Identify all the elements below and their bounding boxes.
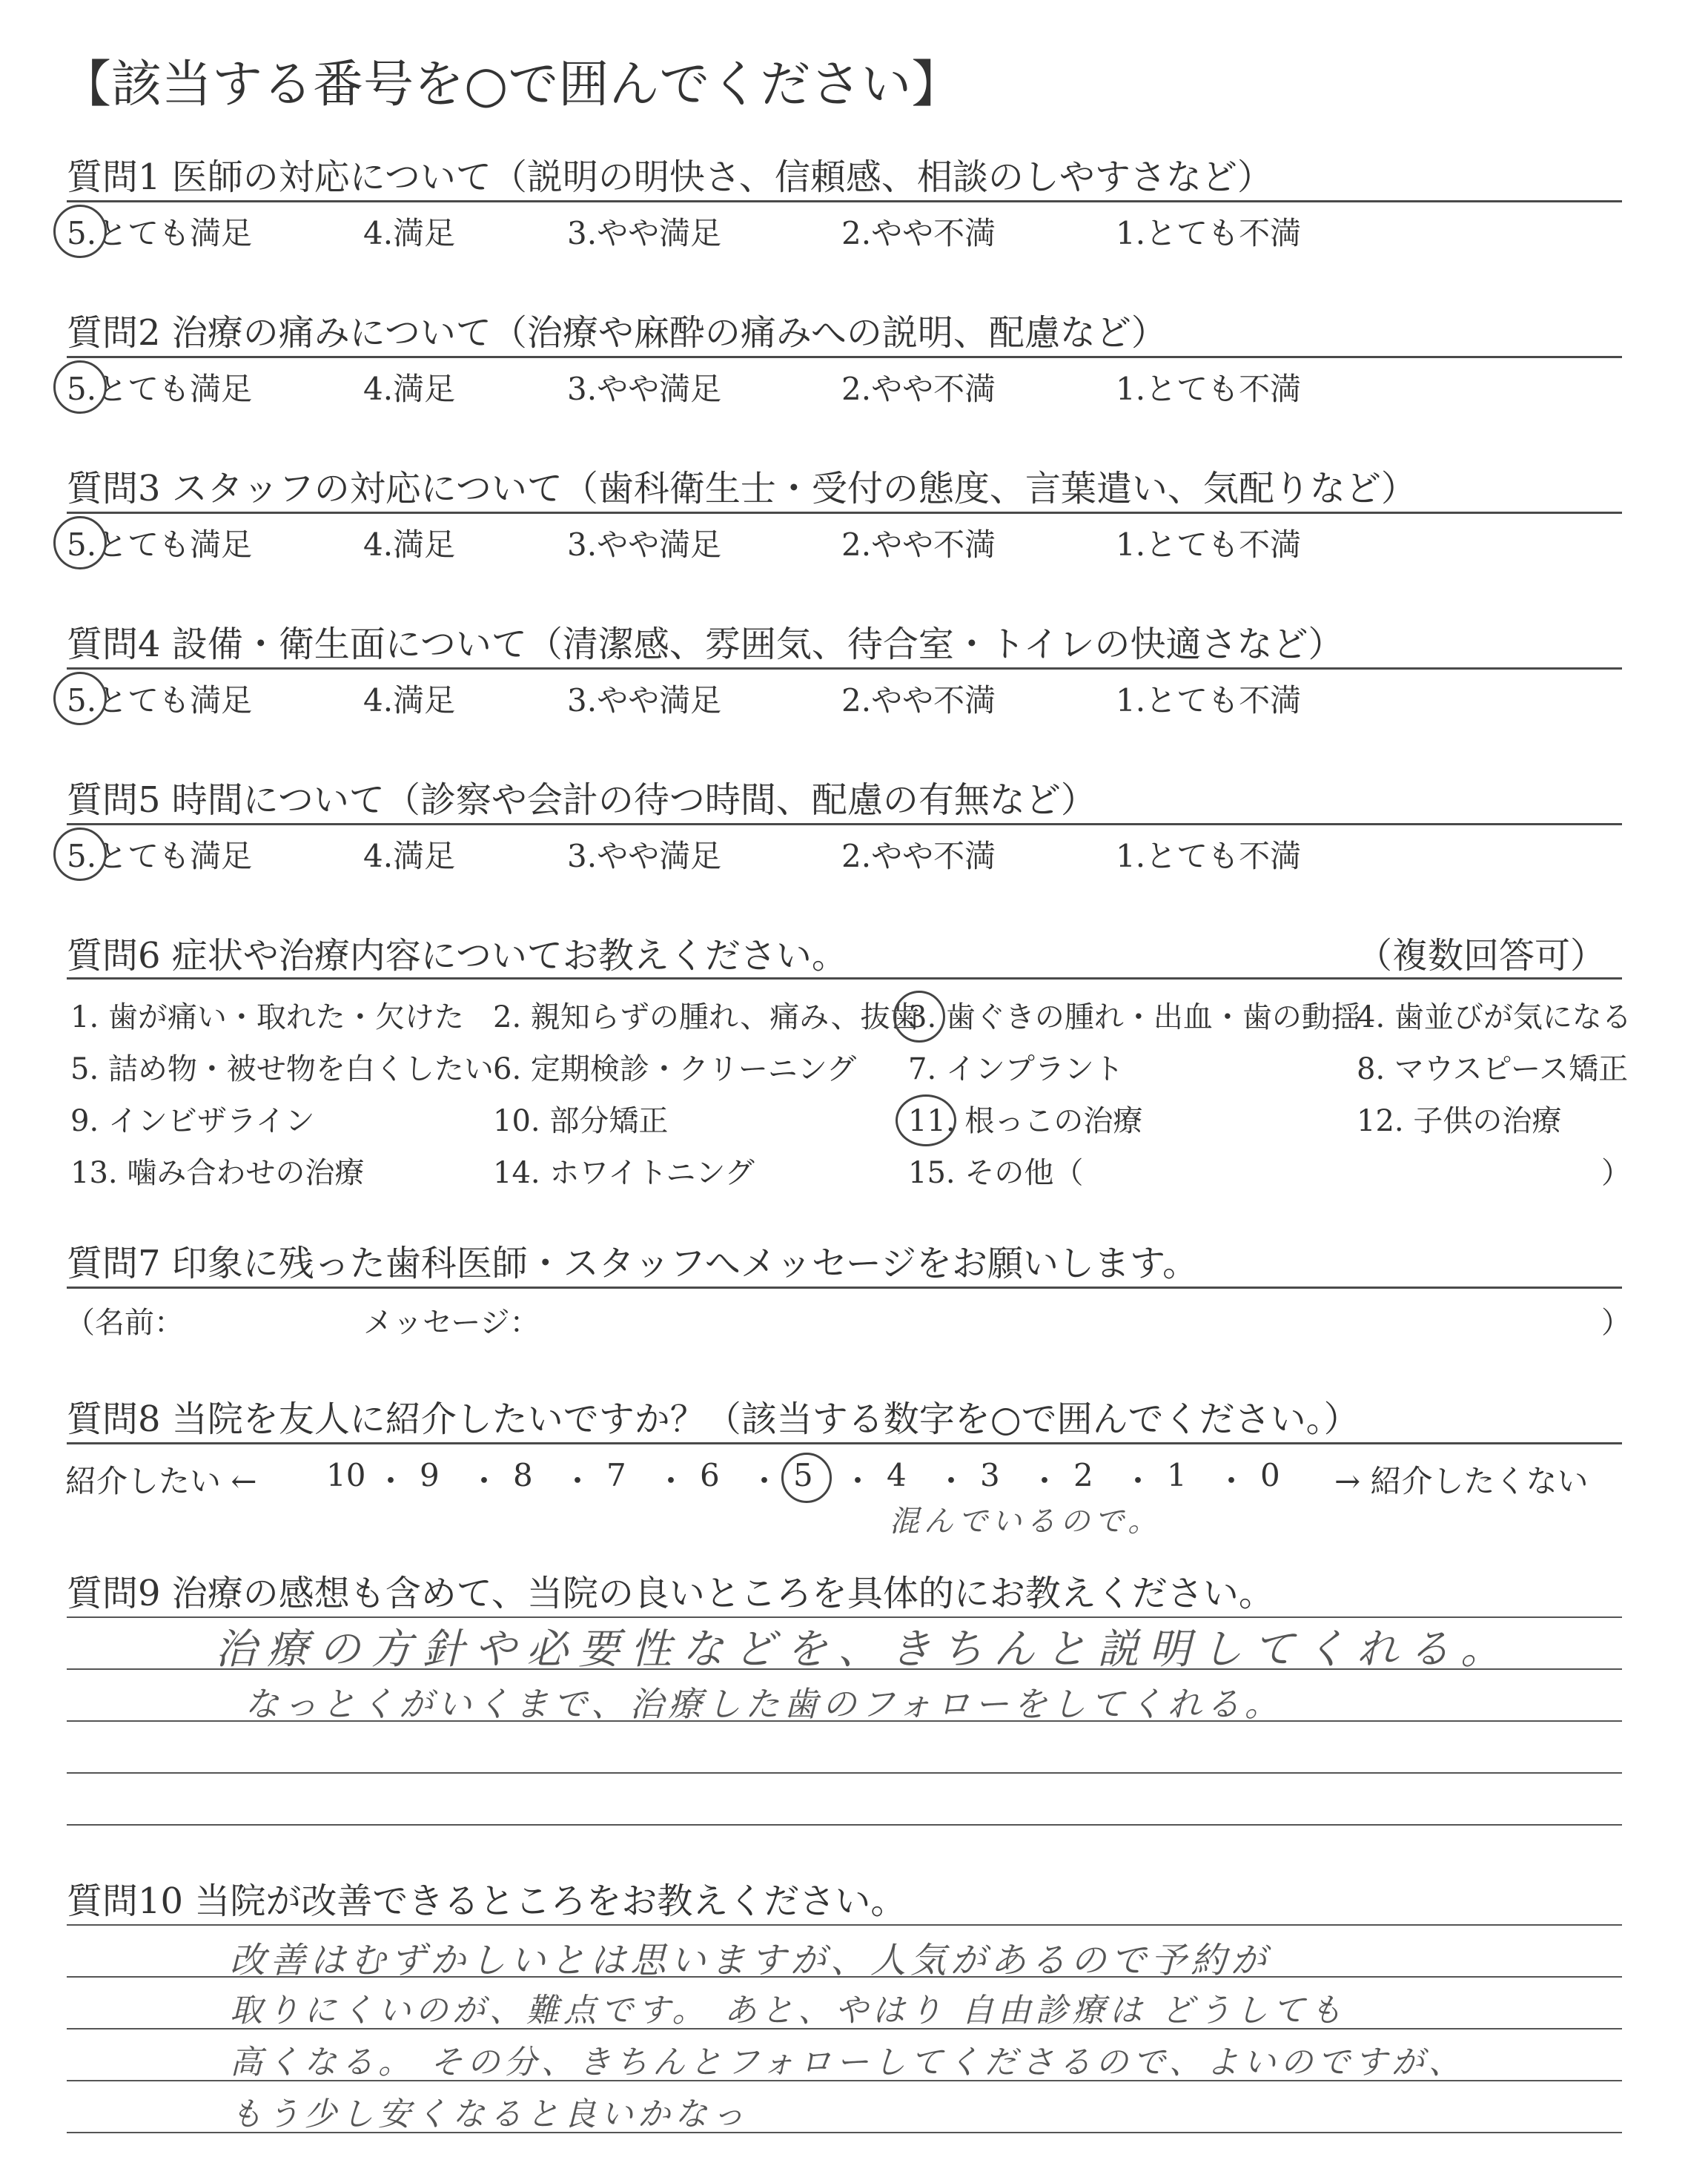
q2-rule bbox=[67, 356, 1622, 358]
q4-rule bbox=[67, 667, 1622, 670]
q1-option-2[interactable]: 2.やや不満 bbox=[841, 215, 996, 251]
q3-options bbox=[0, 521, 1708, 572]
q8-scale-8[interactable]: 8 bbox=[513, 1457, 533, 1493]
q6-item-8[interactable]: 8. マウスピース矯正 bbox=[1357, 1052, 1629, 1086]
q8-rule bbox=[67, 1442, 1622, 1444]
q5-option-1[interactable]: 1.とても不満 bbox=[1116, 838, 1302, 874]
q10-line-1 bbox=[67, 1924, 1622, 1926]
q6-item-14[interactable]: 14. ホワイトニング bbox=[493, 1156, 755, 1190]
q8-scale-3[interactable]: 3 bbox=[980, 1457, 1000, 1493]
q6-item-2[interactable]: 2. 親知らずの腫れ、痛み、抜歯 bbox=[493, 1000, 920, 1034]
q8-scale-6[interactable]: 6 bbox=[700, 1457, 720, 1493]
q5-rule bbox=[67, 823, 1622, 825]
q5-option-2[interactable]: 2.やや不満 bbox=[841, 838, 996, 874]
q8-scale-1[interactable]: 1 bbox=[1167, 1457, 1187, 1493]
q6-item-15-close: ） bbox=[1601, 1156, 1631, 1190]
q6-item-13[interactable]: 13. 噛み合わせの治療 bbox=[70, 1156, 365, 1190]
q3-option-4[interactable]: 4.満足 bbox=[363, 526, 456, 563]
q3-option-1[interactable]: 1.とても不満 bbox=[1116, 526, 1302, 563]
q2-option-5[interactable]: 5.とても満足 bbox=[67, 371, 253, 407]
q4-option-3[interactable]: 3.やや満足 bbox=[567, 682, 722, 719]
q8-scale-separator: ・ bbox=[655, 1463, 687, 1499]
q2-selection-circle bbox=[53, 360, 107, 414]
q6-item-9[interactable]: 9. インビザライン bbox=[70, 1104, 315, 1138]
q2-options bbox=[0, 365, 1708, 417]
q1-option-4[interactable]: 4.満足 bbox=[363, 215, 456, 251]
q5-option-5[interactable]: 5.とても満足 bbox=[67, 838, 253, 874]
q10-answer-line-2: 取りにくいのが、難点です。 あと、やはり 自由診療は どうしても bbox=[230, 1992, 1347, 2029]
q8-scale-separator: ・ bbox=[375, 1463, 407, 1499]
q2-option-3[interactable]: 3.やや満足 bbox=[567, 371, 722, 407]
q3-selection-circle bbox=[53, 516, 107, 569]
q6-item-12[interactable]: 12. 子供の治療 bbox=[1357, 1104, 1562, 1138]
q4-selection-circle bbox=[53, 672, 107, 725]
q6-title: 質問6 症状や治療内容についてお教えください。 bbox=[67, 935, 847, 977]
q8-left-label: 紹介したい ← bbox=[65, 1463, 257, 1499]
q4-options bbox=[0, 676, 1708, 728]
q3-option-2[interactable]: 2.やや不満 bbox=[841, 526, 996, 563]
q8-scale-2[interactable]: 2 bbox=[1073, 1457, 1093, 1493]
q6-item-11[interactable]: 11. 根っこの治療 bbox=[908, 1104, 1143, 1138]
q5-option-3[interactable]: 3.やや満足 bbox=[567, 838, 722, 874]
q5-option-4[interactable]: 4.満足 bbox=[363, 838, 456, 874]
q3-option-3[interactable]: 3.やや満足 bbox=[567, 526, 722, 563]
q4-option-2[interactable]: 2.やや不満 bbox=[841, 682, 996, 719]
q1-option-3[interactable]: 3.やや満足 bbox=[567, 215, 722, 251]
q1-title: 質問1 医師の対応について（説明の明快さ、信頼感、相談のしやすさなど） bbox=[67, 156, 1273, 198]
q8-scale-4[interactable]: 4 bbox=[887, 1457, 907, 1493]
q6-item-4[interactable]: 4. 歯並びが気になる bbox=[1357, 1000, 1632, 1034]
q8-scale-separator: ・ bbox=[749, 1463, 781, 1499]
q8-scale-5[interactable]: 5 bbox=[793, 1457, 813, 1493]
q1-option-1[interactable]: 1.とても不満 bbox=[1116, 215, 1302, 251]
q8-scale-separator: ・ bbox=[562, 1463, 594, 1499]
q3-option-5[interactable]: 5.とても満足 bbox=[67, 526, 253, 563]
q8-scale-9[interactable]: 9 bbox=[420, 1457, 440, 1493]
q10-answer-line-1: 改善はむずかしいとは思いますが、人気があるので予約が bbox=[230, 1940, 1271, 1981]
q6-item-10[interactable]: 10. 部分矯正 bbox=[493, 1104, 669, 1138]
q6-item-1[interactable]: 1. 歯が痛い・取れた・欠けた bbox=[70, 1000, 464, 1034]
q6-item-6[interactable]: 6. 定期検診・クリーニング bbox=[493, 1052, 857, 1086]
q1-options bbox=[0, 209, 1708, 261]
q1-option-5[interactable]: 5.とても満足 bbox=[67, 215, 253, 251]
q8-scale bbox=[0, 1457, 1708, 1502]
q8-selection-circle bbox=[781, 1453, 832, 1503]
q2-title: 質問2 治療の痛みについて（治療や麻酔の痛みへの説明、配慮など） bbox=[67, 312, 1167, 354]
page-header: 【該当する番号を○で囲んでください】 bbox=[61, 56, 962, 114]
q7-message-label: メッセージ： bbox=[363, 1306, 540, 1340]
q6-item-3[interactable]: 3. 歯ぐきの腫れ・出血・歯の動揺 bbox=[908, 1000, 1361, 1034]
q4-title: 質問4 設備・衛生面について（清潔感、雰囲気、待合室・トイレの快適さなど） bbox=[67, 624, 1344, 665]
q8-scale-separator: ・ bbox=[469, 1463, 500, 1499]
q6-item-7[interactable]: 7. インプラント bbox=[908, 1052, 1124, 1086]
q6-selection-circle-3 bbox=[893, 991, 945, 1043]
q2-option-4[interactable]: 4.満足 bbox=[363, 371, 456, 407]
q10-answer-line-3: 高くなる。 その分、きちんとフォローしてくださるので、よいのですが、 bbox=[230, 2044, 1466, 2081]
q9-answer-line-1: 治療の方針や必要性などを、きちんと説明してくれる。 bbox=[215, 1625, 1512, 1674]
q8-scale-separator: ・ bbox=[842, 1463, 874, 1499]
q9-title: 質問9 治療の感想も含めて、当院の良いところを具体的にお教えください。 bbox=[67, 1573, 1274, 1614]
q8-scale-separator: ・ bbox=[1029, 1463, 1061, 1499]
q8-scale-separator: ・ bbox=[1122, 1463, 1154, 1499]
q2-option-2[interactable]: 2.やや不満 bbox=[841, 371, 996, 407]
q2-option-1[interactable]: 1.とても不満 bbox=[1116, 371, 1302, 407]
q10-answer-line-4: もう少し安くなると良いかなっ bbox=[230, 2095, 749, 2133]
q7-rule bbox=[67, 1287, 1622, 1289]
q4-option-1[interactable]: 1.とても不満 bbox=[1116, 682, 1302, 719]
q3-title: 質問3 スタッフの対応について（歯科衛生士・受付の態度、言葉遣い、気配りなど） bbox=[67, 468, 1417, 509]
q5-options bbox=[0, 832, 1708, 884]
q7-close: ） bbox=[1601, 1306, 1631, 1340]
q8-scale-10[interactable]: 10 bbox=[326, 1457, 366, 1493]
q8-title: 質問8 当院を友人に紹介したいですか？（該当する数字を○で囲んでください。） bbox=[67, 1398, 1360, 1440]
q6-selection-circle-11 bbox=[896, 1094, 956, 1146]
q6-item-15[interactable]: 15. その他（ bbox=[908, 1156, 1084, 1190]
q7-name-label: （名前： bbox=[65, 1306, 184, 1340]
q8-scale-separator: ・ bbox=[1216, 1463, 1248, 1499]
q8-right-label: → 紹介したくない bbox=[1334, 1463, 1589, 1499]
q6-rule bbox=[67, 977, 1622, 980]
q1-rule bbox=[67, 200, 1622, 202]
q4-option-4[interactable]: 4.満足 bbox=[363, 682, 456, 719]
q1-selection-circle bbox=[53, 205, 107, 258]
q4-option-5[interactable]: 5.とても満足 bbox=[67, 682, 253, 719]
q8-handwritten-note: 混んでいるので。 bbox=[890, 1505, 1162, 1539]
q9-line-4 bbox=[67, 1772, 1622, 1774]
q8-scale-7[interactable]: 7 bbox=[606, 1457, 626, 1493]
q8-scale-separator: ・ bbox=[936, 1463, 967, 1499]
q6-note: （複数回答可） bbox=[1357, 935, 1606, 977]
q5-selection-circle bbox=[53, 828, 107, 881]
q5-title: 質問5 時間について（診察や会計の待つ時間、配慮の有無など） bbox=[67, 779, 1096, 821]
q3-rule bbox=[67, 512, 1622, 514]
q7-title: 質問7 印象に残った歯科医師・スタッフへメッセージをお願いします。 bbox=[67, 1243, 1199, 1284]
q10-title: 質問10 当院が改善できるところをお教えください。 bbox=[67, 1880, 907, 1922]
q9-answer-line-2: なっとくがいくまで、治療した歯のフォローをしてくれる。 bbox=[245, 1684, 1283, 1724]
q6-item-5[interactable]: 5. 詰め物・被せ物を白くしたい bbox=[70, 1052, 494, 1086]
q9-line-5 bbox=[67, 1824, 1622, 1826]
q8-scale-0[interactable]: 0 bbox=[1260, 1457, 1280, 1493]
